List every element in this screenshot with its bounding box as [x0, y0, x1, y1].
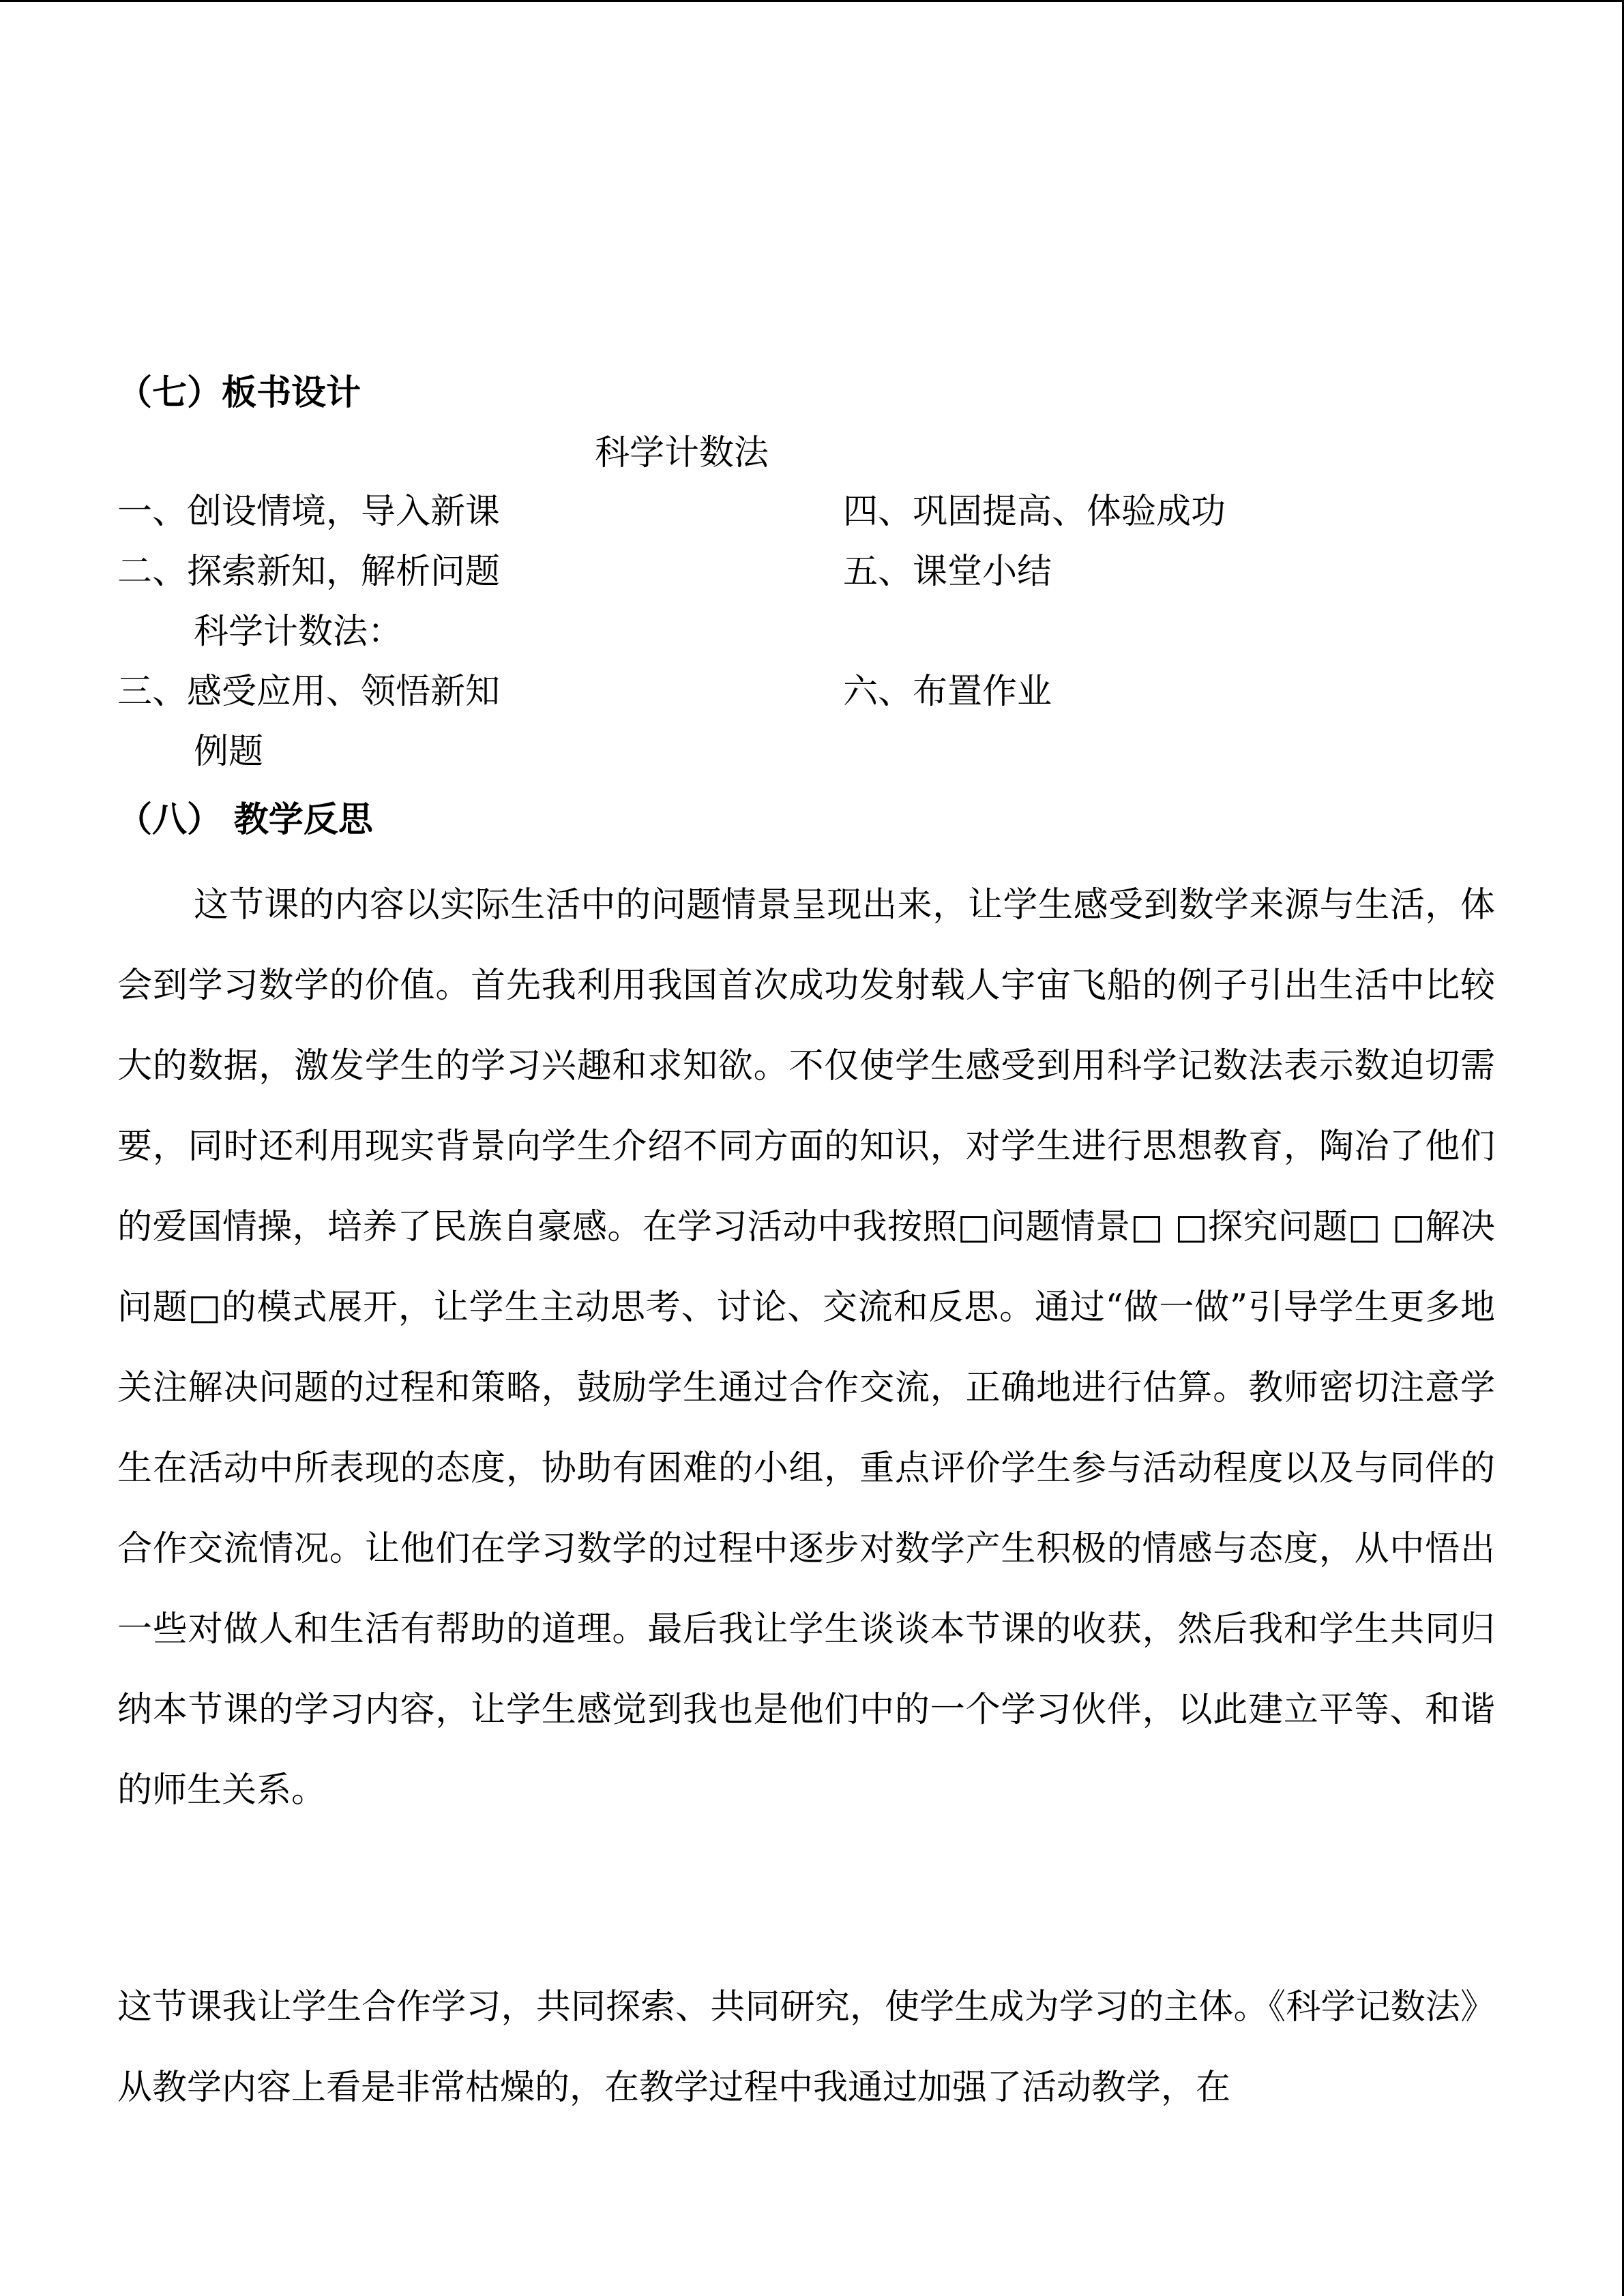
board-left-item-2: 二、探索新知，解析问题 [117, 552, 501, 592]
reflection-paragraph-2: 这节课我让学生合作学习，共同探索、共同研究，使学生成为学习的主体。《科学记数法》从教学内容上看是非常枯燥的，在教学过程中我通过加强了活动教学，在 [117, 1987, 1495, 2108]
reflection-paragraph-1: 这节课的内容以实际生活中的问题情景呈现出来，让学生感受到数学来源与生活，体会到学习数学的价值。首先我利用我国首次成功发射载人宇宙飞船的例子引出生活中比较大的数据，激发学生的学习兴趣和求知欲。不仅使学生感受到用科学记数法表示数迫切需要，同时还利用现实背景向学生介绍不同方面的知识，对学生进行思想教育，陶冶了他们的爱国情操，培养了民族自豪感。在学习活动中我按照□问题情景□ □探究问题□ □解决问题□的模式展开，让学生主动思考、讨论、交流和反思。通过“做一做”引导学生更多地关注解决问题的过程和策略，鼓励学生通过合作交流，正确地进行估算。教师密切注意学生在活动中所表现的态度，协助有困难的小组，重点评价学生参与活动程度以及与同伴的合作交流情况。让他们在学习数学的过程中逐步对数学产生积极的情感与态度，从中悟出一些对做人和生活有帮助的道理。最后我让学生谈谈本节课的收获，然后我和学生共同归纳本节课的学习内容，让学生感觉到我也是他们中的一个学习伙伴，以此建立平等、和谐的师生关系。 [117, 885, 1495, 1810]
section8-heading: （八） 教学反思 [117, 800, 373, 840]
board-title: 科学计数法 [595, 433, 769, 473]
board-right-item-3: 六、布置作业 [843, 672, 1052, 712]
board-left-item-1: 一、创设情境，导入新课 [117, 492, 501, 532]
board-right-item-2: 五、课堂小结 [843, 552, 1052, 592]
board-left-item-4: 三、感受应用、领悟新知 [117, 672, 501, 712]
board-left-item-5: 例题 [194, 732, 264, 772]
section7-heading: （七）板书设计 [117, 373, 361, 413]
board-left-item-3: 科学计数法： [194, 612, 403, 652]
board-right-item-1: 四、巩固提高、体验成功 [843, 492, 1226, 532]
